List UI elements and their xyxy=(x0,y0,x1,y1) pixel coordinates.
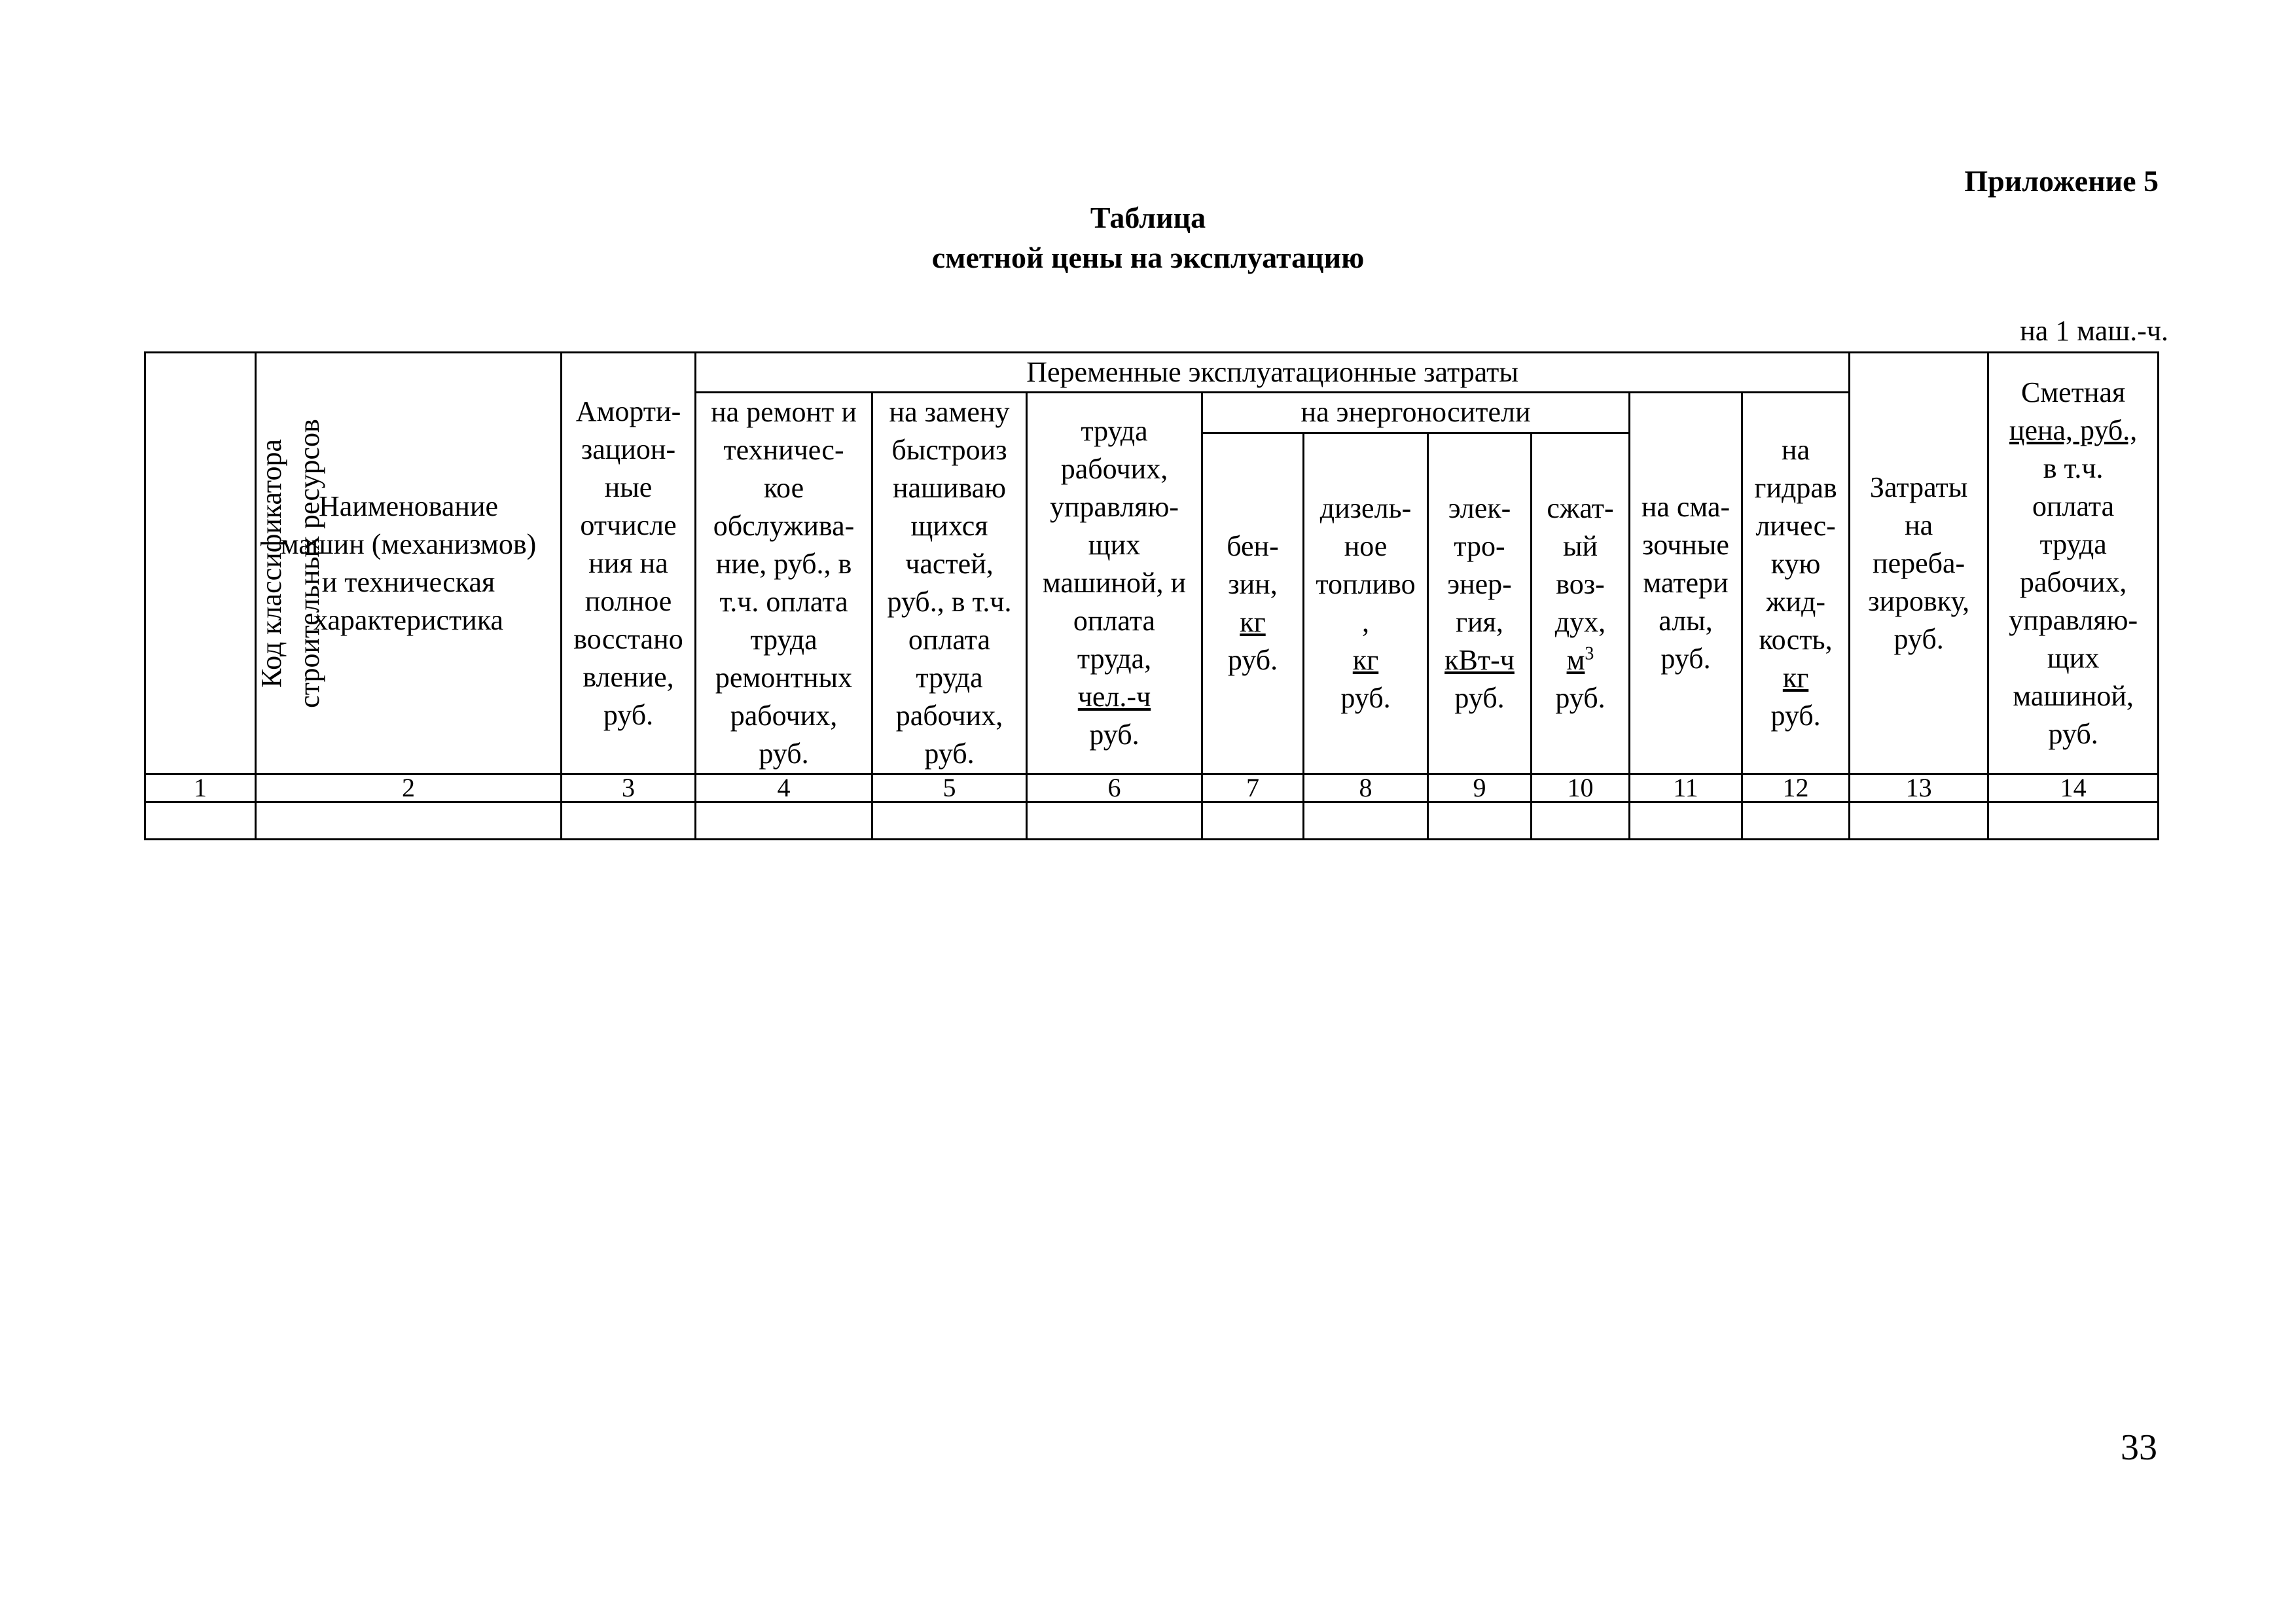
col14-line: цена, руб., xyxy=(2009,414,2138,446)
col11-line: на сма- xyxy=(1641,491,1731,523)
col4-line: рабочих, xyxy=(730,700,838,732)
header-relocation-costs xyxy=(1850,353,1988,774)
col3-line: восстано xyxy=(573,622,683,655)
header-energy-carriers: на энергоносители xyxy=(1202,393,1630,433)
col5-line: быстроиз xyxy=(891,434,1007,466)
col5-line: щихся xyxy=(910,510,988,542)
col12-line: руб. xyxy=(1770,700,1821,732)
col9-line: кВт-ч xyxy=(1444,643,1515,676)
col12-line: жид- xyxy=(1766,586,1826,618)
col3-line: ные xyxy=(604,471,653,503)
table-cell xyxy=(145,802,256,840)
column-number: 2 xyxy=(256,774,562,802)
col7-line: руб. xyxy=(1227,643,1278,676)
header-electricity xyxy=(1428,433,1532,774)
col2-line: Наименование xyxy=(318,490,499,522)
col5-line: на замену xyxy=(889,396,1010,428)
col10-line: ый xyxy=(1562,529,1598,562)
col9-line: элек- xyxy=(1448,491,1511,524)
column-number: 3 xyxy=(562,774,696,802)
table-cell xyxy=(1532,802,1630,840)
col6-line: щих xyxy=(1088,529,1141,561)
col13-line: на xyxy=(1905,508,1933,541)
col10-line: дух, xyxy=(1554,605,1606,638)
table-cell xyxy=(562,802,696,840)
col11-line: матери xyxy=(1643,567,1729,599)
column-number: 8 xyxy=(1304,774,1428,802)
header-repair-maintenance xyxy=(696,393,872,774)
col5-line: оплата xyxy=(908,624,991,656)
column-number: 6 xyxy=(1027,774,1202,802)
col14-line: руб. xyxy=(2048,717,2098,750)
col6-line: труда, xyxy=(1077,643,1152,675)
col12-line: кг xyxy=(1782,662,1809,694)
col7-line: зин, xyxy=(1228,567,1278,600)
col13-line: зировку, xyxy=(1868,584,1970,617)
col10-line: сжат- xyxy=(1547,491,1614,524)
col10-line: руб. xyxy=(1555,681,1605,714)
col9-line: руб. xyxy=(1454,681,1505,714)
header-variable-costs: Переменные эксплуатационные затраты xyxy=(696,353,1850,393)
header-lubricants xyxy=(1630,393,1742,774)
col10-unit-exponent: 3 xyxy=(1585,643,1594,664)
col11-line: алы, xyxy=(1659,605,1713,637)
header-estimated-price xyxy=(1988,353,2159,774)
col3-line: зацион- xyxy=(581,433,676,465)
col6-line: машиной, и xyxy=(1042,567,1187,599)
col3-line: отчисле xyxy=(580,508,677,541)
header-classifier-code xyxy=(145,353,325,774)
header-operator-labor xyxy=(1027,393,1202,774)
col8-line: топливо xyxy=(1316,567,1416,600)
col5-line: частей, xyxy=(905,548,994,580)
col14-line: Сметная xyxy=(2020,376,2126,408)
table-cell xyxy=(872,802,1027,840)
col13-line: руб. xyxy=(1893,622,1944,655)
column-number: 11 xyxy=(1630,774,1742,802)
col4-line: труда xyxy=(750,624,817,656)
col3-line: полное xyxy=(584,584,672,617)
table-cell xyxy=(1850,802,1988,840)
col11-line: руб. xyxy=(1660,643,1711,675)
col3-line: ния на xyxy=(588,546,668,579)
col4-line: т.ч. оплата xyxy=(719,586,848,618)
col9-line: тро- xyxy=(1454,529,1505,562)
col4-line: кое xyxy=(763,472,804,504)
table-cell xyxy=(256,802,562,840)
column-numbers-row xyxy=(145,774,2159,802)
column-number: 13 xyxy=(1850,774,1988,802)
col13-line: Затраты xyxy=(1869,471,1968,503)
header-hydraulic-fluid xyxy=(1742,393,1850,774)
col12-line: кость, xyxy=(1759,624,1833,656)
col2-line: машин (механизмов) xyxy=(280,527,537,560)
header-gasoline xyxy=(1202,433,1304,774)
col3-line: Аморти- xyxy=(575,395,681,427)
table-cell xyxy=(1304,802,1428,840)
col14-line: оплата xyxy=(2032,490,2115,522)
col8-line: ное xyxy=(1344,529,1388,562)
col10-unit: м xyxy=(1566,643,1585,676)
col12-line: гидрав xyxy=(1754,472,1837,504)
column-number: 9 xyxy=(1428,774,1532,802)
col4-line: ремонтных xyxy=(715,662,853,694)
column-number: 4 xyxy=(696,774,872,802)
col12-line: кую xyxy=(1770,548,1821,580)
unit-label: на 1 маш.-ч. xyxy=(2020,315,2168,347)
table-subtitle: сметной цены на эксплуатацию xyxy=(931,241,1365,274)
col7-line: кг xyxy=(1240,605,1266,638)
col2-line: характеристика xyxy=(313,603,504,636)
table-row xyxy=(145,802,2159,840)
col12-line: личес- xyxy=(1755,510,1836,542)
col6-line: рабочих, xyxy=(1060,453,1168,485)
col5-line: руб. xyxy=(924,738,975,770)
col2-line: и техническая xyxy=(321,565,495,598)
header-depreciation xyxy=(562,353,696,774)
col6-line: оплата xyxy=(1073,605,1156,637)
column-number: 5 xyxy=(872,774,1027,802)
col3-line: руб. xyxy=(603,698,654,731)
column-number: 10 xyxy=(1532,774,1630,802)
col5-line: рабочих, xyxy=(895,700,1003,732)
col8-line: дизель- xyxy=(1319,491,1412,524)
col6-line: руб. xyxy=(1089,719,1139,751)
col4-line: обслужива- xyxy=(713,510,855,542)
col12-line: на xyxy=(1782,434,1810,466)
col14-line: машиной, xyxy=(2013,679,2134,712)
table-cell xyxy=(1988,802,2159,840)
appendix-label: Приложение 5 xyxy=(1964,164,2159,198)
column-number: 14 xyxy=(1988,774,2159,802)
col8-line: руб. xyxy=(1340,681,1391,714)
col14-line: управляю- xyxy=(2009,603,2138,636)
col6-line: управляю- xyxy=(1050,491,1179,523)
col4-line: руб. xyxy=(759,738,809,770)
col8-line: , xyxy=(1362,605,1369,638)
table-cell xyxy=(696,802,872,840)
col8-line: кг xyxy=(1352,643,1379,676)
table-cell xyxy=(1630,802,1742,840)
table-cell xyxy=(1428,802,1532,840)
header-diesel xyxy=(1304,433,1428,774)
col14-line: в т.ч. xyxy=(2043,452,2104,484)
col4-line: техничес- xyxy=(723,434,844,466)
column-number: 12 xyxy=(1742,774,1850,802)
col6-line: чел.-ч xyxy=(1077,681,1151,713)
col3-line: вление, xyxy=(583,660,674,693)
col5-line: труда xyxy=(916,662,983,694)
column-number: 7 xyxy=(1202,774,1304,802)
col14-line: труда xyxy=(2039,527,2107,560)
col4-line: на ремонт и xyxy=(711,396,857,428)
header-compressed-air xyxy=(1532,433,1630,774)
cost-table xyxy=(144,351,2159,840)
col13-line: переба- xyxy=(1873,546,1965,579)
col7-line: бен- xyxy=(1227,529,1279,562)
table-title: Таблица xyxy=(1090,201,1206,234)
col10-line: воз- xyxy=(1556,567,1605,600)
col5-line: нашиваю xyxy=(892,472,1007,504)
table-cell xyxy=(1742,802,1850,840)
page-number: 33 xyxy=(2121,1427,2157,1468)
table-cell xyxy=(1202,802,1304,840)
header-wear-parts xyxy=(872,393,1027,774)
col11-line: зочные xyxy=(1642,529,1729,561)
col5-line: руб., в т.ч. xyxy=(887,586,1012,618)
col9-line: гия, xyxy=(1456,605,1503,638)
col14-line: рабочих, xyxy=(2019,565,2127,598)
table-cell xyxy=(1027,802,1202,840)
col4-line: ние, руб., в xyxy=(715,548,852,580)
col6-line: труда xyxy=(1081,415,1148,447)
col14-line: щих xyxy=(2047,641,2100,674)
column-number: 1 xyxy=(145,774,256,802)
header-classifier-code-line1: Код классификатора xyxy=(255,438,287,688)
col9-line: энер- xyxy=(1447,567,1512,600)
header-classifier-code-line2: строительных ресурсов xyxy=(293,418,325,708)
